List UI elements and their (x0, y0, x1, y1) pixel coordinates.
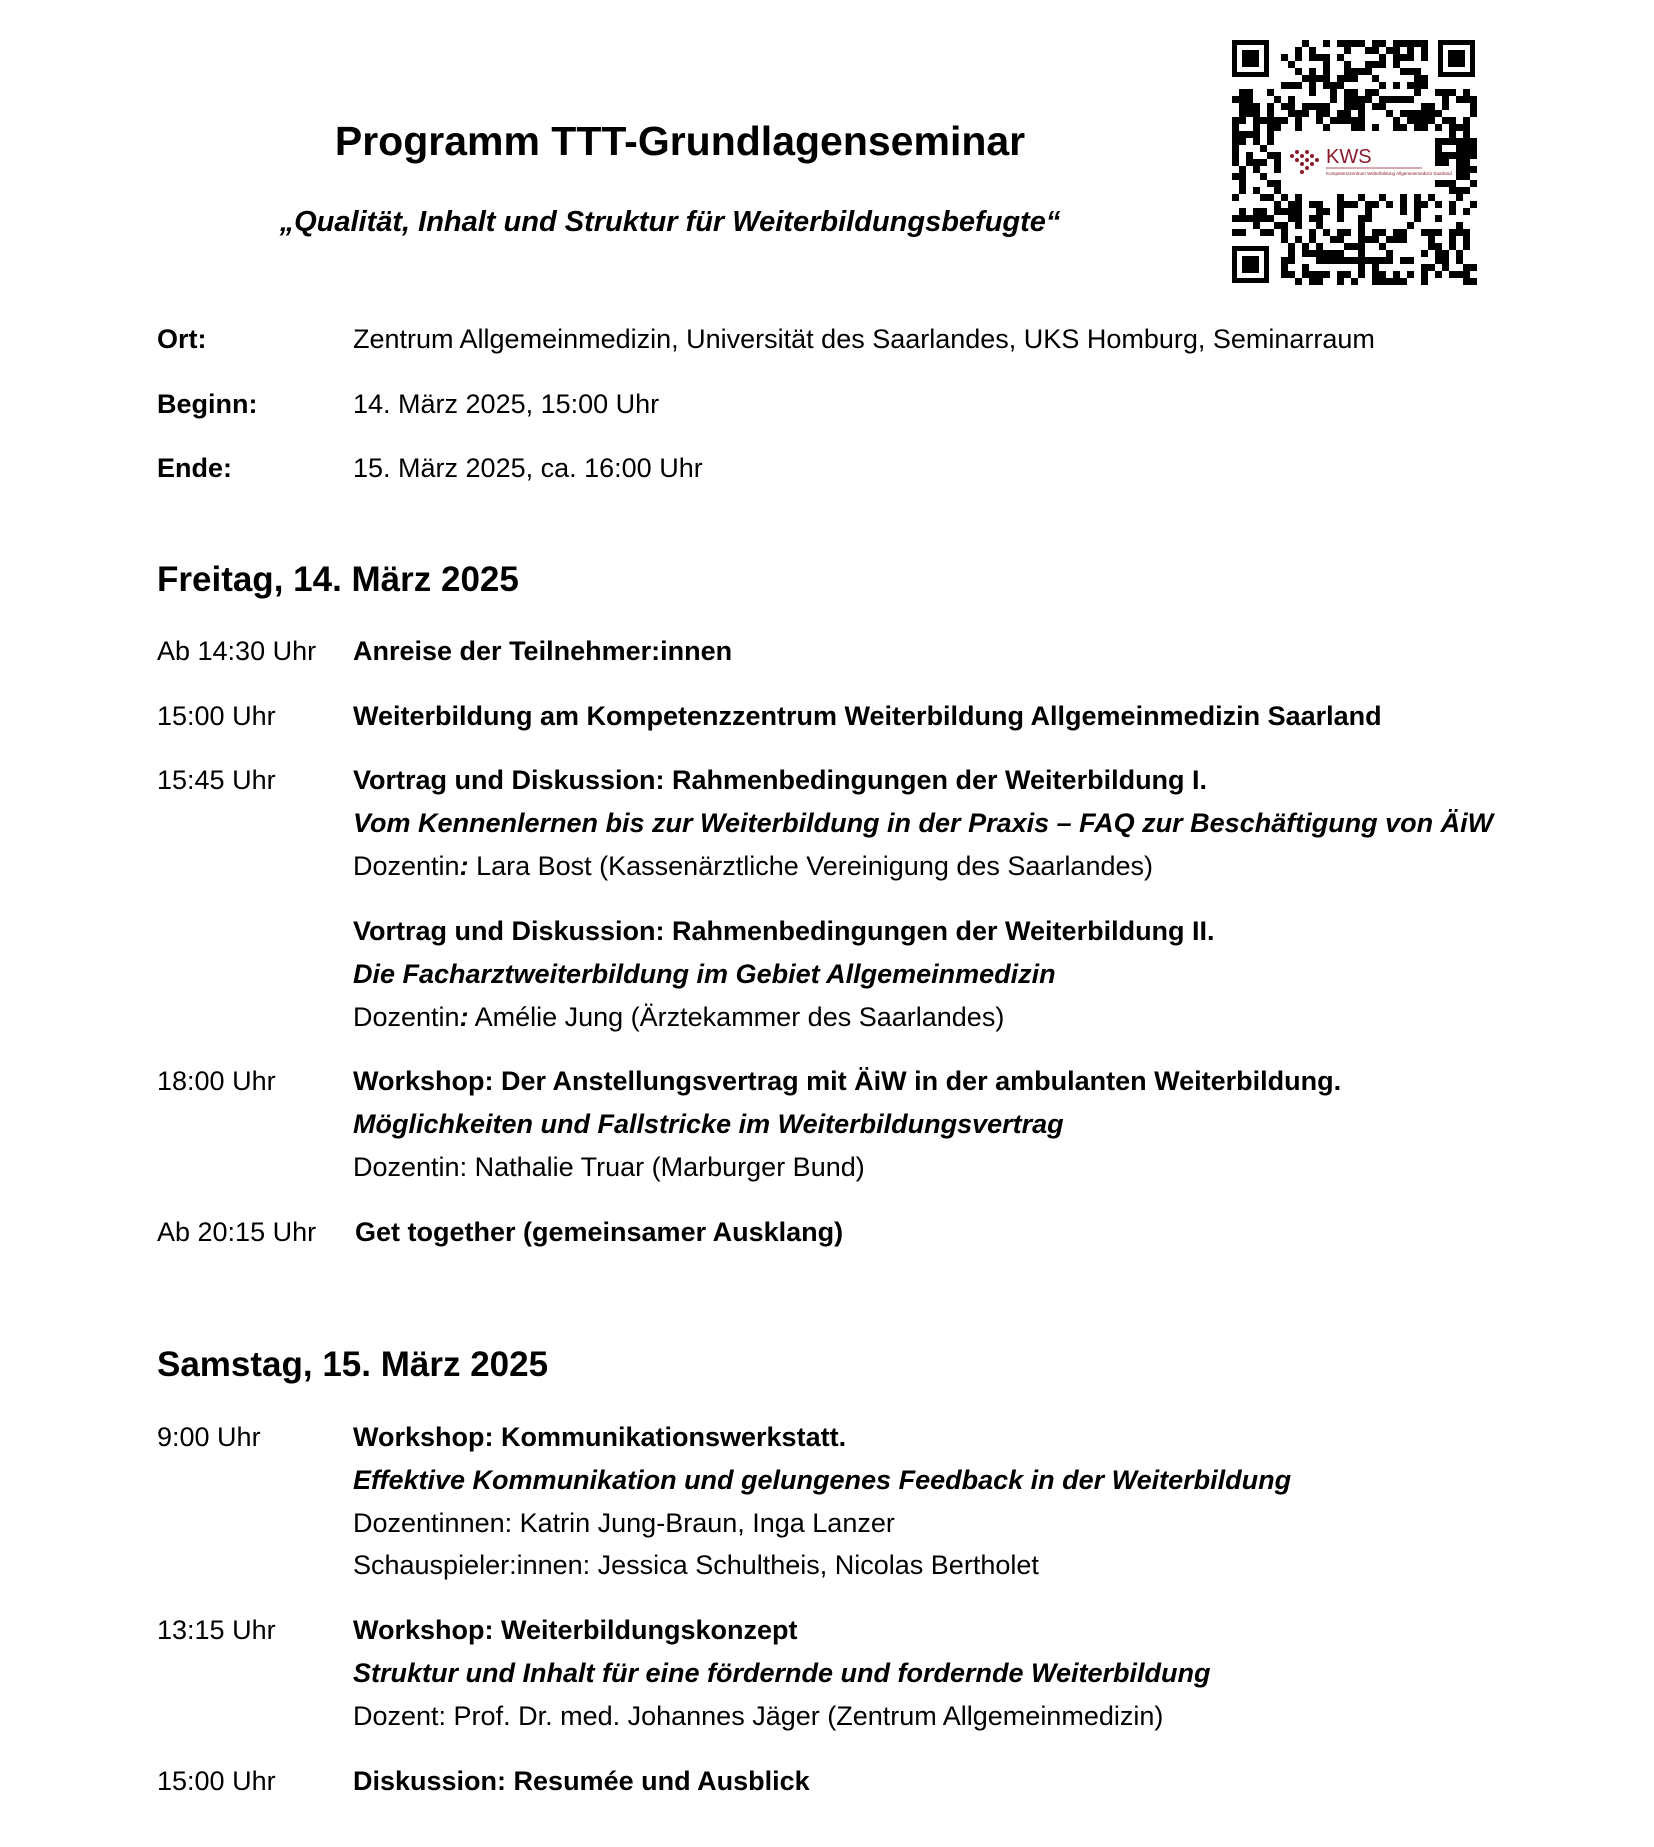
schedule-subtitle: Vom Kennenlernen bis zur Weiterbildung in der Praxis – FAQ zur Beschäftigung von ÄiW (353, 808, 1494, 838)
qr-logo-text: KWS (1326, 146, 1372, 168)
schedule-title: Get together (gemeinsamer Ausklang) (355, 1217, 844, 1247)
qr-code-image (1230, 38, 1477, 285)
ort-value: Zentrum Allgemeinmedizin, Universität des Saarlandes, UKS Homburg, Seminarraum (353, 324, 1375, 354)
schedule-speaker: Dozentin: Nathalie Truar (Marburger Bund) (353, 1152, 865, 1182)
schedule-time: 13:15 Uhr (157, 1615, 276, 1645)
speaker-prefix: Dozentin (353, 851, 460, 881)
schedule-speaker: Dozentinnen: Katrin Jung-Braun, Inga Lanzer (353, 1508, 895, 1538)
schedule-title: Workshop: Der Anstellungsvertrag mit ÄiW in der ambulanten Weiterbildung. (353, 1066, 1342, 1096)
schedule-subtitle: Effektive Kommunikation und gelungenes Feedback in der Weiterbildung (353, 1465, 1292, 1495)
schedule-subtitle: Struktur und Inhalt für eine fördernde und fordernde Weiterbildung (353, 1658, 1211, 1688)
speaker-colon: : (459, 1002, 469, 1032)
schedule-speaker (353, 850, 1153, 882)
day-heading-friday: Freitag, 14. März 2025 (157, 560, 519, 599)
schedule-actors: Schauspieler:innen: Jessica Schultheis, Nicolas Bertholet (353, 1550, 1039, 1580)
speaker-name: Lara Bost (Kassenärztliche Vereinigung des Saarlandes) (468, 851, 1153, 881)
speaker-colon: : (459, 851, 469, 881)
schedule-title: Workshop: Kommunikationswerkstatt. (353, 1422, 847, 1452)
page-subtitle: „Qualität, Inhalt und Struktur für Weiterbildungsbefugte“ (279, 206, 1061, 238)
beginn-value: 14. März 2025, 15:00 Uhr (353, 389, 660, 419)
page-title: Programm TTT-Grundlagenseminar (334, 118, 1026, 164)
ort-label: Ort: (157, 324, 207, 354)
schedule-time: 15:45 Uhr (157, 765, 276, 795)
schedule-title: Vortrag und Diskussion: Rahmenbedingungen der Weiterbildung I. (353, 765, 1208, 795)
schedule-title: Vortrag und Diskussion: Rahmenbedingungen der Weiterbildung II. (353, 916, 1215, 946)
schedule-speaker: Dozent: Prof. Dr. med. Johannes Jäger (Zentrum Allgemeinmedizin) (353, 1701, 1164, 1731)
schedule-time: Ab 20:15 Uhr (157, 1217, 317, 1247)
schedule-title: Anreise der Teilnehmer:innen (353, 636, 733, 666)
day-heading-saturday: Samstag, 15. März 2025 (157, 1345, 549, 1384)
schedule-time: Ab 14:30 Uhr (157, 636, 317, 666)
ende-value: 15. März 2025, ca. 16:00 Uhr (353, 453, 703, 483)
schedule-time: 18:00 Uhr (157, 1066, 276, 1096)
schedule-subtitle: Möglichkeiten und Fallstricke im Weiterbildungsvertrag (353, 1109, 1064, 1139)
beginn-label: Beginn: (157, 389, 258, 419)
schedule-title: Workshop: Weiterbildungskonzept (353, 1615, 798, 1645)
ende-label: Ende: (157, 453, 233, 483)
schedule-title: Weiterbildung am Kompetenzzentrum Weiterbildung Allgemeinmedizin Saarland (353, 701, 1382, 731)
schedule-time: 15:00 Uhr (157, 1766, 276, 1796)
qr-logo-subtext: Kompetenzzentrum Weiterbildung Allgemeinmedizin Saarland (1326, 171, 1452, 176)
schedule-subtitle: Die Facharztweiterbildung im Gebiet Allgemeinmedizin (353, 959, 1056, 989)
speaker-name: Amélie Jung (Ärztekammer des Saarlandes) (468, 1002, 1005, 1032)
schedule-title: Diskussion: Resumée und Ausblick (353, 1766, 810, 1796)
schedule-time: 9:00 Uhr (157, 1422, 261, 1452)
speaker-prefix: Dozentin (353, 1002, 460, 1032)
schedule-time: 15:00 Uhr (157, 701, 276, 731)
schedule-speaker (353, 1001, 1004, 1033)
